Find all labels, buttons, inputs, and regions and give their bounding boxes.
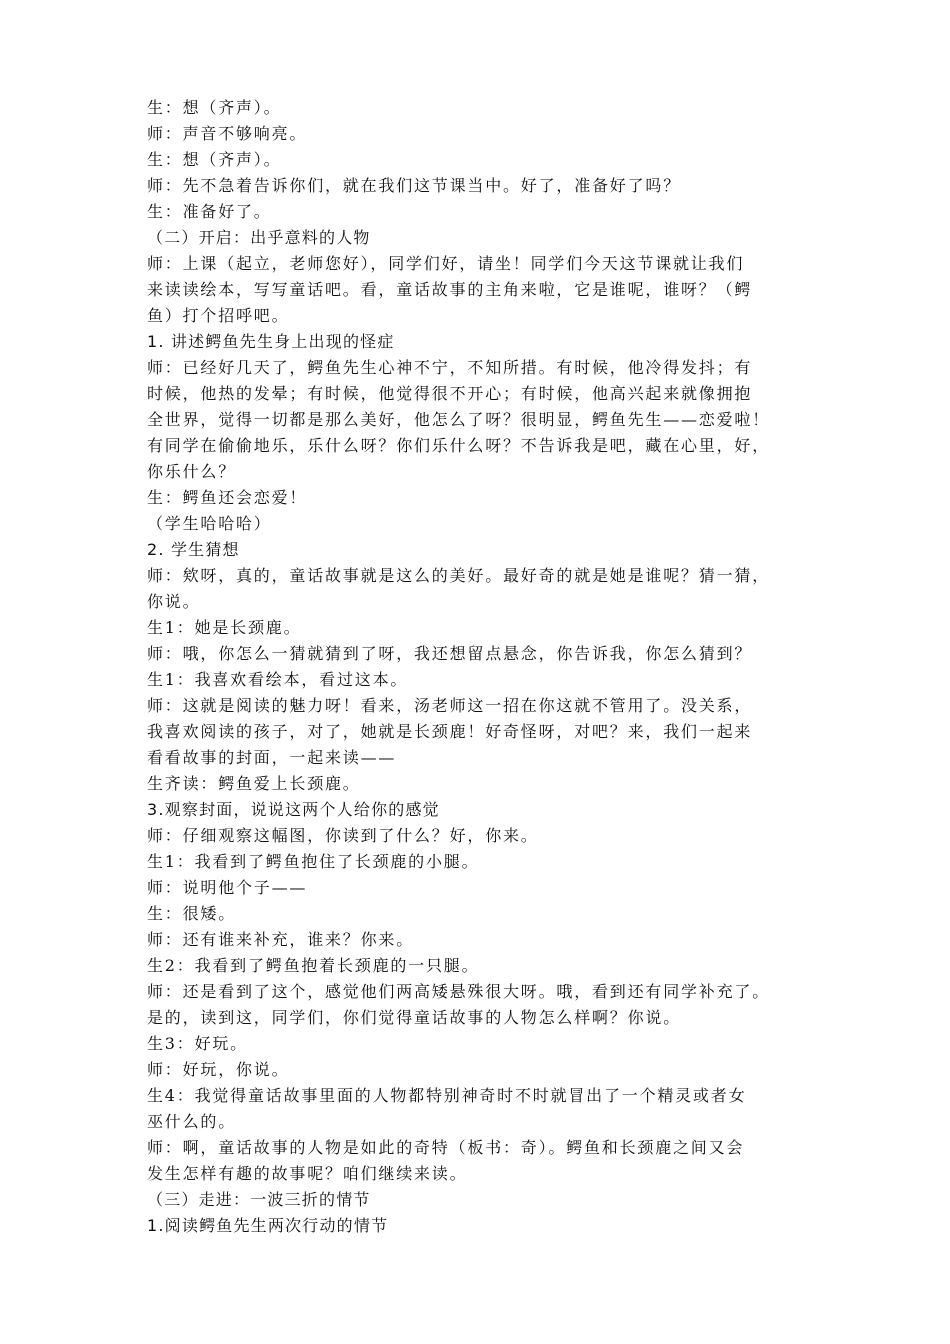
dialogue-line: 生3：好玩。	[147, 1034, 248, 1053]
dialogue-line: 师：还有谁来补充，谁来？你来。	[147, 930, 415, 949]
dialogue-line: 师：欸呀，真的，童话故事就是这么的美好。最好奇的就是她是谁呢？猜一猜，	[147, 566, 771, 585]
dialogue-line: 生1：她是长颈鹿。	[147, 618, 302, 637]
dialogue-line: 师：好玩，你说。	[147, 1060, 290, 1079]
dialogue-line: 看看故事的封面，一起来读——	[147, 748, 397, 767]
dialogue-line: 有同学在偷偷地乐，乐什么呀？你们乐什么呀？不告诉我是吧，藏在心里，好，	[147, 436, 771, 455]
dialogue-line: 师：已经好几天了，鳄鱼先生心神不宁，不知所措。有时候，他冷得发抖；有	[147, 358, 753, 377]
dialogue-line: 师：说明他个子——	[147, 878, 308, 897]
section-heading: 3.观察封面，说说这两个人给你的感觉	[147, 800, 440, 819]
dialogue-line: 师：上课（起立，老师您好），同学们好，请坐！同学们今天这节课就让我们	[147, 254, 745, 273]
dialogue-line: 全世界，觉得一切都是那么美好，他怎么了呀？很明显，鳄鱼先生——恋爱啦！	[147, 410, 771, 429]
dialogue-line: 师：先不急着告诉你们，就在我们这节课当中。好了，准备好了吗？	[147, 176, 682, 195]
document-body	[147, 95, 812, 1239]
dialogue-line: 师：仔细观察这幅图，你读到了什么？好，你来。	[147, 826, 539, 845]
dialogue-line: 鱼）打个招呼吧。	[147, 306, 290, 325]
dialogue-line: 我喜欢阅读的孩子，对了，她就是长颈鹿！好奇怪呀，对吧？来，我们一起来	[147, 722, 753, 741]
dialogue-line: 师：哦，你怎么一猜就猜到了呀，我还想留点悬念，你告诉我，你怎么猜到？	[147, 644, 753, 663]
dialogue-line: 师：声音不够响亮。	[147, 124, 308, 143]
dialogue-line: （学生哈哈哈）	[147, 514, 272, 533]
dialogue-line: 你乐什么？	[147, 462, 237, 481]
dialogue-line: 生2：我看到了鳄鱼抱着长颈鹿的一只腿。	[147, 956, 480, 975]
dialogue-line: 你说。	[147, 592, 201, 611]
dialogue-line: 生：准备好了。	[147, 202, 272, 221]
section-heading: 1. 讲述鳄鱼先生身上出现的怪症	[147, 332, 395, 351]
dialogue-line: 发生怎样有趣的故事呢？咱们继续来读。	[147, 1164, 468, 1183]
dialogue-line: 生1：我喜欢看绘本，看过这本。	[147, 670, 409, 689]
section-heading: （二）开启：出乎意料的人物	[147, 228, 371, 247]
dialogue-line: 师：这就是阅读的魅力呀！看来，汤老师这一招在你这就不管用了。没关系，	[147, 696, 753, 715]
section-heading: 1.阅读鳄鱼先生两次行动的情节	[147, 1216, 389, 1235]
dialogue-line: 是的，读到这，同学们，你们觉得童话故事的人物怎么样啊？你说。	[147, 1008, 682, 1027]
dialogue-line: 生：鳄鱼还会恋爱！	[147, 488, 308, 507]
dialogue-line: 生齐读：鳄鱼爱上长颈鹿。	[147, 774, 361, 793]
dialogue-line: 师：还是看到了这个，感觉他们两高矮悬殊很大呀。哦，看到还有同学补充了。	[147, 982, 771, 1001]
dialogue-line: 生：很矮。	[147, 904, 237, 923]
dialogue-line: 来读读绘本，写写童话吧。看，童话故事的主角来啦，它是谁呢，谁呀？（鳄	[147, 280, 753, 299]
dialogue-line: 生4：我觉得童话故事里面的人物都特别神奇时不时就冒出了一个精灵或者女	[147, 1086, 747, 1105]
dialogue-line: 巫什么的。	[147, 1112, 237, 1131]
dialogue-line: 时候，他热的发晕；有时候，他觉得很不开心；有时候，他高兴起来就像拥抱	[147, 384, 753, 403]
dialogue-line: 生1：我看到了鳄鱼抱住了长颈鹿的小腿。	[147, 852, 480, 871]
dialogue-line: 生：想（齐声）。	[147, 98, 282, 117]
section-heading: （三）走进：一波三折的情节	[147, 1190, 371, 1209]
section-heading: 2. 学生猜想	[147, 540, 240, 559]
dialogue-line: 师：啊，童话故事的人物是如此的奇特（板书：奇）。鳄鱼和长颈鹿之间又会	[147, 1138, 745, 1157]
dialogue-line: 生：想（齐声）。	[147, 150, 282, 169]
